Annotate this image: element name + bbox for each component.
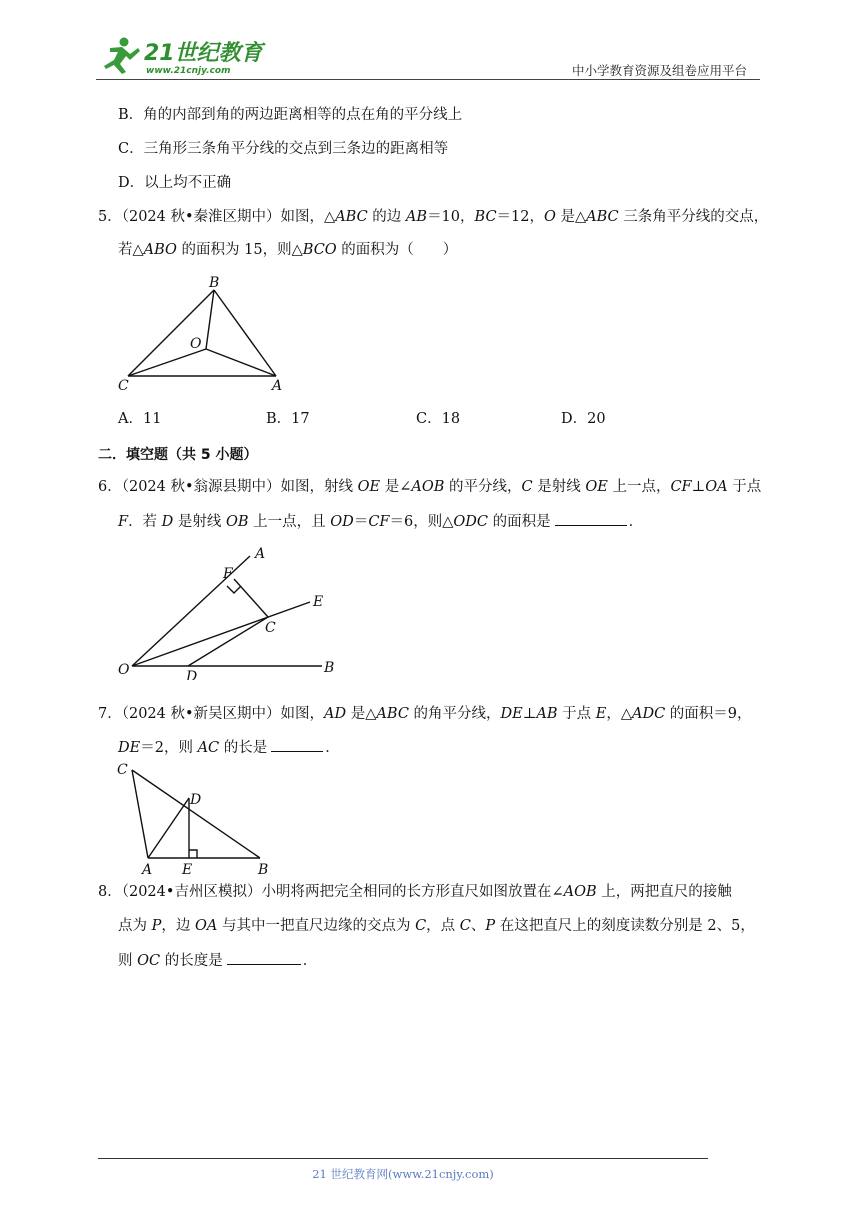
q5-line-1: 5．（2024 秋•秦淮区期中）如图，△ABC 的边 AB＝10，BC＝12，O 是△ABC 三条角平分线的交点， [98, 209, 769, 225]
q5-option-d: D．20 [561, 411, 606, 427]
header-divider [96, 79, 760, 80]
q8-line-1: 8．（2024•吉州区模拟）小明将两把完全相同的长方形直尺如图放置在∠AOB 上，两把直尺的接触 [98, 884, 732, 900]
q4-option-c: C．三角形三条角平分线的交点到三条边的距离相等 [118, 141, 449, 157]
footer-divider [98, 1158, 708, 1159]
logo-title: 21世纪教育 [144, 41, 263, 66]
section-title: 二．填空题（共 5 小题） [98, 447, 258, 463]
q7-line-2: DE＝2，则 AC 的长是 ． [118, 737, 340, 758]
site-logo [96, 34, 266, 78]
q7-label-a: A [142, 862, 153, 878]
q7-label-e: E [182, 862, 193, 878]
q6-answer-blank [555, 511, 627, 526]
q5-option-a: A．11 [118, 411, 162, 427]
q5-line-2: 若△ABO 的面积为 15，则△BCO 的面积为（ ） [118, 242, 458, 258]
q8-line-3: 则 OC 的长度是 ． [118, 950, 317, 971]
q6-label-b: B [324, 660, 335, 676]
runner-icon [104, 38, 140, 75]
q6-angle-figure [110, 544, 350, 680]
q6-label-e: E [313, 594, 324, 610]
q6-label-d: D [186, 669, 198, 680]
q5-option-c: C．18 [416, 411, 461, 427]
q6-label-c: C [265, 620, 276, 636]
q5-options [118, 409, 718, 429]
q6-label-a: A [255, 546, 266, 562]
q6-label-o: O [118, 662, 130, 678]
q5-triangle-figure [110, 272, 300, 396]
q5-label-a: A [272, 378, 283, 394]
q6-line-1: 6．（2024 秋•翁源县期中）如图，射线 OE 是∠AOB 的平分线，C 是射线 OE 上一点，CF⊥OA 于点 [98, 479, 762, 495]
q8-answer-blank [227, 950, 301, 965]
header-platform-text: 中小学教育资源及组卷应用平台 [572, 63, 748, 78]
q7-label-d: D [190, 792, 202, 808]
q7-line-1: 7．（2024 秋•新吴区期中）如图，AD 是△ABC 的角平分线，DE⊥AB 于点 E，△ADC 的面积＝9， [98, 706, 752, 722]
q5-option-b: B．17 [266, 411, 310, 427]
q7-answer-blank [271, 737, 323, 752]
q6-label-f: F [223, 566, 233, 582]
q4-option-b: B．角的内部到角的两边距离相等的点在角的平分线上 [118, 107, 463, 123]
footer-link[interactable]: 21 世纪教育网(www.21cnjy.com) [312, 1167, 494, 1181]
q5-label-b: B [209, 275, 220, 291]
logo-url: www.21cnjy.com [146, 66, 231, 76]
q7-label-b: B [258, 862, 269, 878]
q5-label-c: C [118, 378, 129, 394]
q7-triangle-figure [110, 760, 280, 880]
q7-label-c: C [117, 762, 128, 778]
q5-label-o: O [190, 336, 202, 352]
q8-line-2: 点为 P，边 OA 与其中一把直尺边缘的交点为 C，点 C、P 在这把直尺上的刻度读数分别是 2、5， [118, 918, 755, 934]
q4-option-d: D．以上均不正确 [118, 175, 232, 191]
q6-line-2: F．若 D 是射线 OB 上一点，且 OD＝CF＝6，则△ODC 的面积是 ． [118, 511, 643, 532]
